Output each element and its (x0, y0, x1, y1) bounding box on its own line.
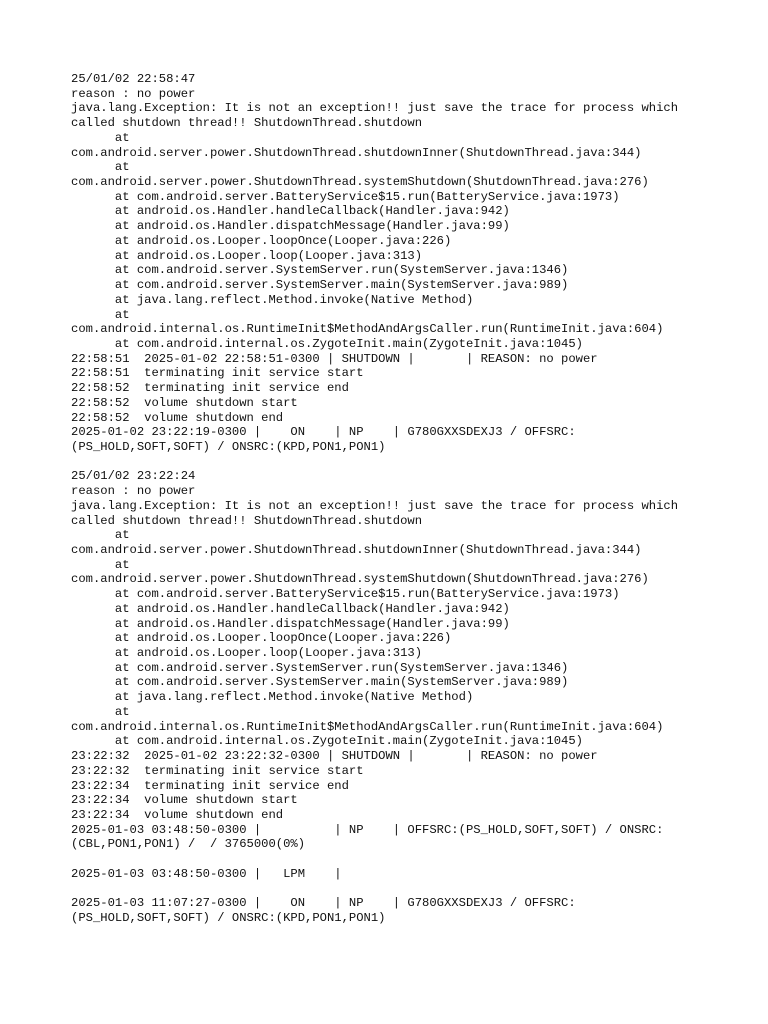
log-line: reason : no power (71, 484, 196, 499)
log-line: at android.os.Handler.handleCallback(Handler.java:942) (71, 601, 510, 616)
log-line: 23:22:32 terminating init service start (71, 763, 364, 778)
log-line: at android.os.Looper.loopOnce(Looper.java:226) (71, 233, 452, 248)
log-line: 23:22:34 volume shutdown start (71, 793, 298, 808)
log-document (71, 72, 751, 926)
log-line: at com.android.server.BatteryService$15.run(BatteryService.java:1973) (71, 189, 620, 204)
log-line: com.android.internal.os.RuntimeInit$MethodAndArgsCaller.run(RuntimeInit.java:604) (71, 719, 664, 734)
log-line: at android.os.Looper.loop(Looper.java:313) (71, 646, 423, 661)
log-line: at com.android.internal.os.ZygoteInit.main(ZygoteInit.java:1045) (71, 336, 583, 351)
log-line: 2025-01-02 23:22:19-0300 | ON | NP | G780GXXSDEXJ3 / OFFSRC: (71, 425, 576, 440)
log-line: at com.android.internal.os.ZygoteInit.main(ZygoteInit.java:1045) (71, 734, 583, 749)
log-line: at android.os.Looper.loopOnce(Looper.java:226) (71, 631, 452, 646)
log-line: at com.android.server.SystemServer.run(SystemServer.java:1346) (71, 660, 569, 675)
log-line: at com.android.server.BatteryService$15.run(BatteryService.java:1973) (71, 587, 620, 602)
log-line: at android.os.Handler.dispatchMessage(Handler.java:99) (71, 219, 510, 234)
log-line: called shutdown thread!! ShutdownThread.shutdown (71, 513, 423, 528)
log-line: 22:58:52 volume shutdown start (71, 395, 298, 410)
log-line: called shutdown thread!! ShutdownThread.shutdown (71, 116, 423, 131)
log-line: at com.android.server.SystemServer.run(SystemServer.java:1346) (71, 263, 569, 278)
log-line (71, 852, 751, 867)
log-line: (PS_HOLD,SOFT,SOFT) / ONSRC:(KPD,PON1,PON1) (71, 439, 386, 454)
log-line: at java.lang.reflect.Method.invoke(Native Method) (71, 690, 474, 705)
log-line: 22:58:52 volume shutdown end (71, 410, 284, 425)
log-line: 2025-01-03 03:48:50-0300 | LPM | (71, 866, 342, 881)
log-line: 2025-01-03 11:07:27-0300 | ON | NP | G780GXXSDEXJ3 / OFFSRC: (71, 896, 576, 911)
log-line: com.android.server.power.ShutdownThread.systemShutdown(ShutdownThread.java:276) (71, 175, 649, 190)
log-line: at android.os.Handler.dispatchMessage(Handler.java:99) (71, 616, 510, 631)
log-line: 2025-01-03 03:48:50-0300 | | NP | OFFSRC:(PS_HOLD,SOFT,SOFT) / ONSRC: (71, 822, 664, 837)
log-line: at com.android.server.SystemServer.main(SystemServer.java:989) (71, 278, 569, 293)
log-line: 22:58:52 terminating init service end (71, 381, 349, 396)
log-line: at com.android.server.SystemServer.main(SystemServer.java:989) (71, 675, 569, 690)
log-line: java.lang.Exception: It is not an exception!! just save the trace for process which (71, 498, 679, 513)
log-line: at java.lang.reflect.Method.invoke(Native Method) (71, 292, 474, 307)
log-line: at (71, 704, 130, 719)
log-line: 23:22:34 volume shutdown end (71, 807, 284, 822)
log-line: 25/01/02 23:22:24 (71, 469, 196, 484)
log-line: java.lang.Exception: It is not an exception!! just save the trace for process which (71, 101, 679, 116)
log-line: at android.os.Handler.handleCallback(Handler.java:942) (71, 204, 510, 219)
log-line: 22:58:51 terminating init service start (71, 366, 364, 381)
log-line: 25/01/02 22:58:47 (71, 72, 196, 86)
log-line: 22:58:51 2025-01-02 22:58:51-0300 | SHUTDOWN | | REASON: no power (71, 351, 598, 366)
log-line: com.android.internal.os.RuntimeInit$MethodAndArgsCaller.run(RuntimeInit.java:604) (71, 322, 664, 337)
log-line: com.android.server.power.ShutdownThread.systemShutdown(ShutdownThread.java:276) (71, 572, 649, 587)
log-line: (CBL,PON1,PON1) / / 3765000(0%) (71, 837, 306, 852)
log-line: at android.os.Looper.loop(Looper.java:313) (71, 248, 423, 263)
log-line: 23:22:34 terminating init service end (71, 778, 349, 793)
log-line: reason : no power (71, 86, 196, 101)
log-line (71, 882, 751, 897)
log-line: at (71, 160, 130, 175)
log-line: 23:22:32 2025-01-02 23:22:32-0300 | SHUTDOWN | | REASON: no power (71, 749, 598, 764)
log-line: at (71, 528, 130, 543)
log-line: (PS_HOLD,SOFT,SOFT) / ONSRC:(KPD,PON1,PON1) (71, 910, 386, 925)
log-line (71, 455, 751, 470)
log-line: com.android.server.power.ShutdownThread.shutdownInner(ShutdownThread.java:344) (71, 145, 642, 160)
log-line: at (71, 557, 130, 572)
log-line: at (71, 130, 130, 145)
log-line: com.android.server.power.ShutdownThread.shutdownInner(ShutdownThread.java:344) (71, 543, 642, 557)
log-line: at (71, 307, 130, 322)
